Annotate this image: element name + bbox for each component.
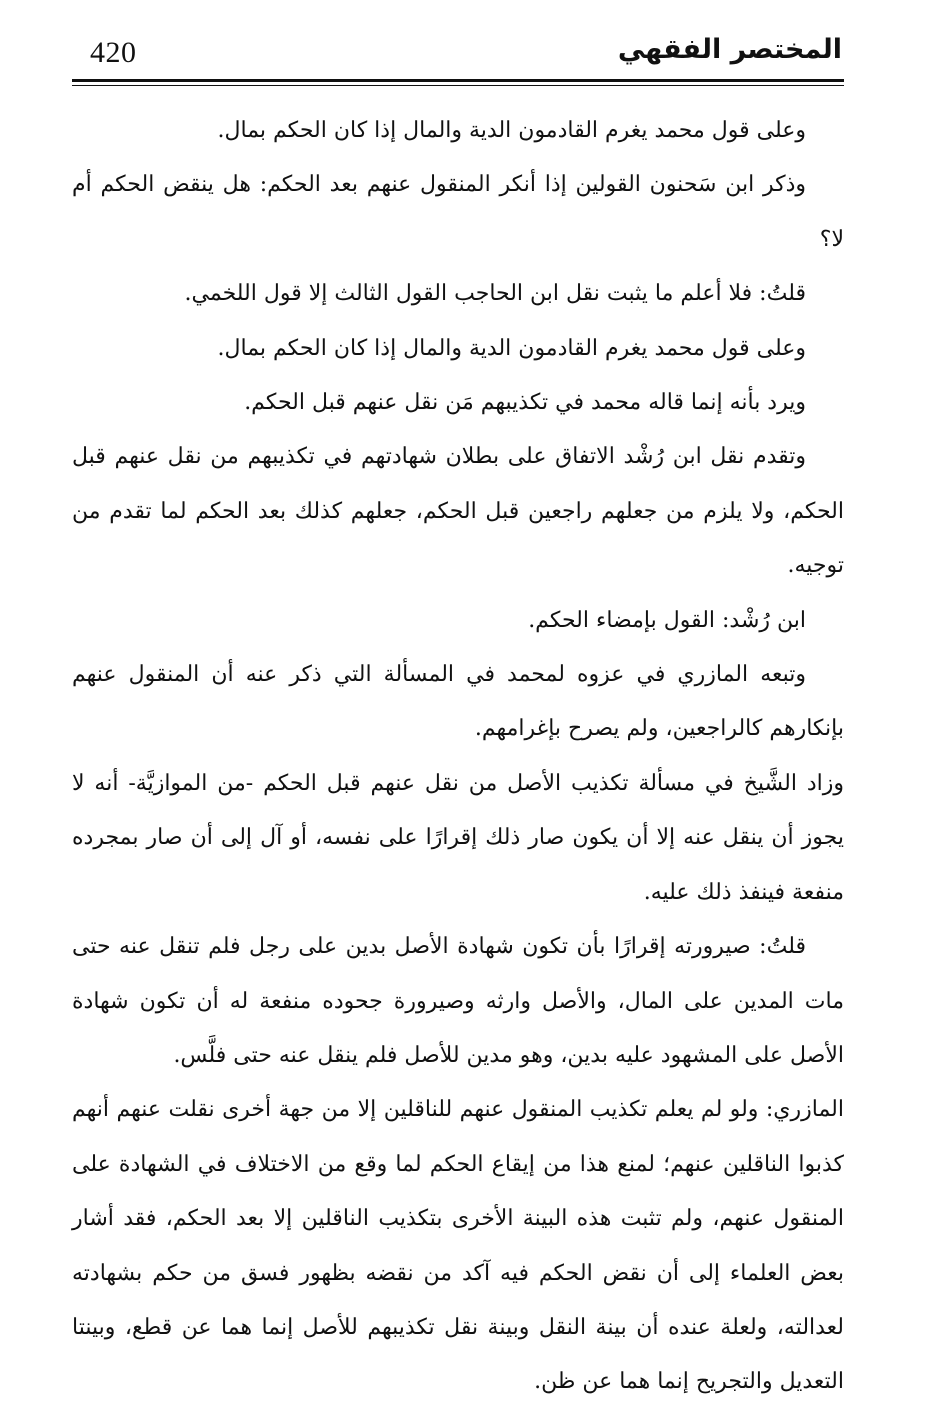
running-title: المختصر الفقهي bbox=[617, 34, 842, 65]
paragraph: ويرد بأنه إنما قاله محمد في تكذيبهم مَن نقل عنهم قبل الحكم. bbox=[244, 390, 806, 416]
paragraph: قلتُ: فلا أعلم ما يثبت نقل ابن الحاجب القول الثالث إلا قول اللخمي. bbox=[184, 281, 806, 307]
header-rule-thick bbox=[72, 79, 844, 82]
paragraph: قلتُ: صيرورته إقرارًا بأن تكون شهادة الأصل بدين على رجل فلم تنقل عنه حتى مات المدين على المال، والأصل وارثه وصيرورة جحوده منفعة له أن تكون شهادة الأصل على المشهود عليه بدين، وهو مدين للأصل فلم ينقل عنه حتى فلَّس. bbox=[72, 934, 844, 1068]
paragraph: المازري: ولو لم يعلم تكذيب المنقول عنهم للناقلين إلا من جهة أخرى نقلت عنهم أنهم كذبوا الناقلين عنهم؛ لمنع هذا من إيقاع الحكم لما وقع من الاختلاف في الشهادة على المنقول عنهم، ولم تثبت هذه البينة الأخرى بتكذيب الناقلين إلا بعد الحكم، فقد أشار بعض العلماء إلى أن نقض الحكم فيه آكد من نقضه بظهور فسق من حكم بشهادته لعدالته، ولعلة عنده أن بينة النقل وبينة نقل تكذيبهم للأصل إنما هما عن قطع، وبينتا التعديل والتجريح إنما هما عن ظن. bbox=[72, 1097, 844, 1395]
page-header bbox=[72, 30, 844, 78]
paragraph: وتبعه المازري في عزوه لمحمد في المسألة التي ذكر عنه أن المنقول عنهم بإنكارهم كالراجعين، ولم يصرح بإغرامهم. bbox=[72, 662, 844, 742]
body-text bbox=[72, 104, 844, 1410]
paragraph: وعلى قول محمد يغرم القادمون الدية والمال إذا كان الحكم بمال. bbox=[217, 118, 806, 143]
paragraph: وتقدم نقل ابن رُشْد الاتفاق على بطلان شهادتهم في تكذيبهم من نقل عنهم قبل الحكم، ولا يلزم من جعلهم راجعين قبل الحكم، جعلهم كذلك بعد الحكم لما تقدم من توجيه. bbox=[72, 444, 844, 579]
paragraph: وذكر ابن سَحنون القولين إذا أنكر المنقول عنهم بعد الحكم: هل ينقض الحكم أم لا؟ bbox=[72, 172, 844, 252]
paragraph: وعلى قول محمد يغرم القادمون الدية والمال إذا كان الحكم بمال. bbox=[217, 335, 806, 361]
header-rule-thin bbox=[72, 85, 844, 86]
paragraph: وزاد الشَّيخ في مسألة تكذيب الأصل من نقل عنهم قبل الحكم -من الموازيَّة- أنه لا يجوز أن ينقل عنه إلا أن يكون صار ذلك إقرارًا على نفسه، أو آل إلى أن صار بمجرده منفعة فينفذ ذلك عليه. bbox=[72, 770, 844, 905]
paragraph: ابن رُشْد: القول بإمضاء الحكم. bbox=[528, 607, 806, 633]
page-number: 420 bbox=[90, 36, 137, 69]
